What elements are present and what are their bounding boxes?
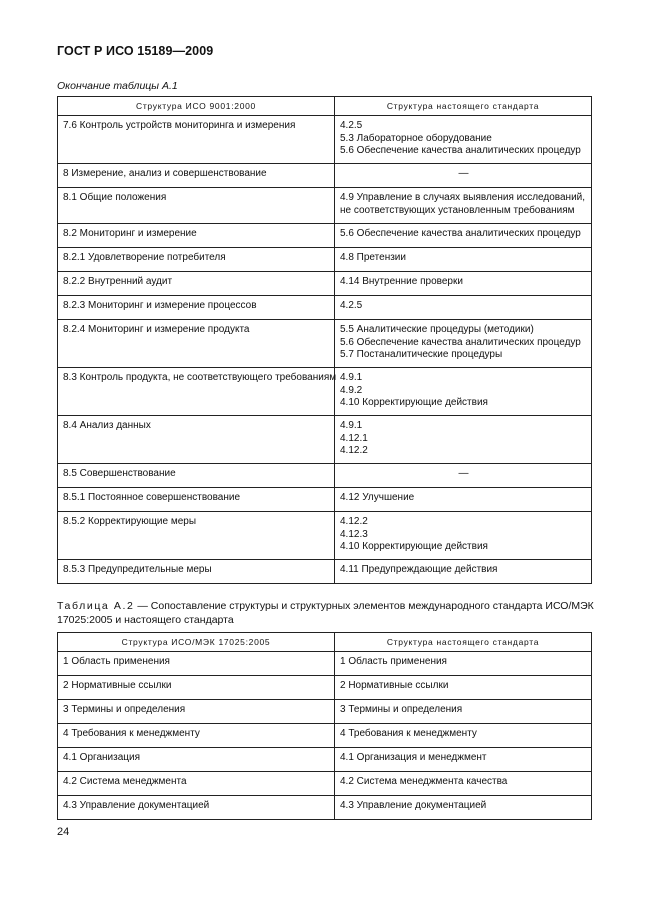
cell-line: 5.3 Лабораторное оборудование — [340, 132, 492, 144]
cell-line: 4.9.1 — [340, 372, 363, 383]
table-row — [58, 796, 592, 820]
table-2-label: Таблица А.2 — [57, 600, 135, 612]
cell-source-clause — [58, 224, 335, 248]
cell-line: 4.9 Управление в случаях выявления исследований, — [340, 192, 586, 203]
cell-source-clause — [58, 652, 335, 676]
cell-source-clause — [58, 772, 335, 796]
cell-text: 8 Измерение, анализ и совершенствование — [63, 168, 267, 179]
table-row — [58, 320, 592, 368]
cell-line: 4.3 Управление документацией — [340, 800, 487, 811]
cell-text: 4 Требования к менеджменту — [63, 728, 200, 739]
table-row — [58, 368, 592, 416]
cell-line: 1 Область применения — [340, 656, 447, 667]
cell-line: 4.14 Внутренние проверки — [340, 276, 463, 287]
cell-target-clause — [335, 796, 592, 820]
cell-source-clause — [58, 488, 335, 512]
cell-target-clause — [335, 296, 592, 320]
cell-source-clause — [58, 320, 335, 368]
cell-text: 8.5.2 Корректирующие меры — [63, 516, 197, 527]
cell-source-clause — [58, 416, 335, 464]
cell-line: 2 Нормативные ссылки — [340, 680, 449, 691]
cell-source-clause — [58, 164, 335, 188]
table-row — [58, 188, 592, 224]
cell-line: 4.12.1 — [340, 432, 368, 444]
table-header-row — [58, 97, 592, 116]
cell-text: 4.1 Организация — [63, 752, 140, 763]
table-row — [58, 488, 592, 512]
cell-target-clause — [335, 488, 592, 512]
cell-target-clause — [335, 652, 592, 676]
cell-line: 4.2.5 — [340, 300, 363, 311]
cell-target-clause — [335, 248, 592, 272]
table-row — [58, 748, 592, 772]
cell-line: 4.10 Корректирующие действия — [340, 397, 488, 408]
cell-text: 8.2.3 Мониторинг и измерение процессов — [63, 300, 257, 311]
cell-source-clause — [58, 700, 335, 724]
comparison-table-iso-17025 — [57, 632, 592, 820]
cell-source-clause — [58, 724, 335, 748]
cell-text: 3 Термины и определения — [63, 704, 186, 715]
cell-source-clause — [58, 272, 335, 296]
table-row — [58, 652, 592, 676]
cell-text: 8.4 Анализ данных — [63, 420, 151, 431]
table-row — [58, 464, 592, 488]
table-2-title: — Сопоставление структуры и структурных элементов международного стандарта ИСО/МЭК 17025:2005 и настоящего стандарта — [57, 600, 594, 626]
cell-text: 4.2 Система менеджмента — [63, 776, 187, 787]
table-row — [58, 296, 592, 320]
cell-target-clause — [335, 368, 592, 416]
cell-source-clause — [58, 796, 335, 820]
column-header-right: Структура настоящего стандарта — [335, 97, 592, 116]
cell-line: 4.8 Претензии — [340, 252, 406, 263]
cell-line: 5.6 Обеспечение качества аналитических процедур — [340, 228, 581, 239]
cell-line: 4.10 Корректирующие действия — [340, 541, 488, 552]
cell-text: 8.5.3 Предупредительные меры — [63, 564, 212, 575]
cell-target-clause — [335, 188, 592, 224]
cell-line: 5.6 Обеспечение качества аналитических процедур — [340, 145, 581, 156]
cell-target-clause — [335, 772, 592, 796]
table-row — [58, 512, 592, 560]
cell-line: 4.2 Система менеджмента качества — [340, 776, 508, 787]
cell-line: 4.2.5 — [340, 120, 363, 131]
cell-source-clause — [58, 464, 335, 488]
cell-target-clause — [335, 116, 592, 164]
cell-target-clause — [335, 320, 592, 368]
cell-text: 2 Нормативные ссылки — [63, 680, 172, 691]
cell-text: 1 Область применения — [63, 656, 170, 667]
cell-source-clause — [58, 512, 335, 560]
cell-line: 3 Термины и определения — [340, 704, 463, 715]
table-row — [58, 416, 592, 464]
table-row — [58, 248, 592, 272]
table-2-caption — [57, 600, 602, 627]
document-header: ГОСТ Р ИСО 15189—2009 — [57, 44, 214, 58]
column-header-left: Структура ИСО 9001:2000 — [58, 97, 335, 116]
cell-source-clause — [58, 188, 335, 224]
cell-text: 7.6 Контроль устройств мониторинга и измерения — [63, 120, 296, 131]
cell-target-clause — [335, 164, 592, 188]
cell-text: 4.3 Управление документацией — [63, 800, 210, 811]
cell-text: 8.2.4 Мониторинг и измерение продукта — [63, 324, 250, 335]
cell-text: 8.5 Совершенствование — [63, 468, 176, 479]
cell-line: 5.7 Постаналитические процедуры — [340, 349, 503, 360]
cell-target-clause — [335, 560, 592, 584]
cell-target-clause — [335, 512, 592, 560]
cell-target-clause — [335, 272, 592, 296]
cell-source-clause — [58, 248, 335, 272]
cell-text: 8.5.1 Постоянное совершенствование — [63, 492, 241, 503]
column-header-left: Структура ИСО/МЭК 17025:2005 — [58, 633, 335, 652]
cell-line: — — [458, 168, 469, 179]
comparison-table-iso-9001 — [57, 96, 592, 584]
cell-line: 5.6 Обеспечение качества аналитических процедур — [340, 336, 581, 348]
cell-source-clause — [58, 748, 335, 772]
cell-source-clause — [58, 676, 335, 700]
cell-target-clause — [335, 464, 592, 488]
cell-line: 4.12.2 — [340, 516, 368, 527]
table-row — [58, 164, 592, 188]
cell-line: 5.5 Аналитические процедуры (методики) — [340, 324, 534, 335]
table-row — [58, 700, 592, 724]
cell-source-clause — [58, 296, 335, 320]
cell-line: 4.12.3 — [340, 528, 368, 540]
table-row — [58, 224, 592, 248]
cell-line: 4.9.1 — [340, 420, 363, 431]
cell-source-clause — [58, 116, 335, 164]
cell-text: 8.3 Контроль продукта, не соответствующего требованиям — [63, 372, 337, 383]
column-header-right: Структура настоящего стандарта — [335, 633, 592, 652]
cell-text: 8.2 Мониторинг и измерение — [63, 228, 197, 239]
cell-line: 4 Требования к менеджменту — [340, 728, 477, 739]
cell-line: — — [458, 468, 469, 479]
cell-text: 8.1 Общие положения — [63, 192, 167, 203]
table-row — [58, 116, 592, 164]
cell-line: 4.12 Улучшение — [340, 492, 415, 503]
table-row — [58, 272, 592, 296]
cell-source-clause — [58, 368, 335, 416]
cell-text: 8.2.1 Удовлетворение потребителя — [63, 252, 226, 263]
cell-line: 4.12.2 — [340, 445, 368, 456]
table-row — [58, 560, 592, 584]
cell-target-clause — [335, 700, 592, 724]
cell-target-clause — [335, 748, 592, 772]
table-header-row — [58, 633, 592, 652]
page-number: 24 — [57, 826, 70, 838]
cell-text: 8.2.2 Внутренний аудит — [63, 276, 173, 287]
cell-line: не соответствующих установленным требованиям — [340, 204, 575, 216]
cell-target-clause — [335, 724, 592, 748]
cell-line: 4.11 Предупреждающие действия — [340, 564, 498, 575]
table-1-caption: Окончание таблицы А.1 — [57, 80, 178, 92]
table-row — [58, 772, 592, 796]
cell-source-clause — [58, 560, 335, 584]
cell-target-clause — [335, 224, 592, 248]
cell-line: 4.9.2 — [340, 384, 363, 396]
cell-target-clause — [335, 676, 592, 700]
table-row — [58, 724, 592, 748]
table-row — [58, 676, 592, 700]
cell-target-clause — [335, 416, 592, 464]
cell-line: 4.1 Организация и менеджмент — [340, 752, 487, 763]
